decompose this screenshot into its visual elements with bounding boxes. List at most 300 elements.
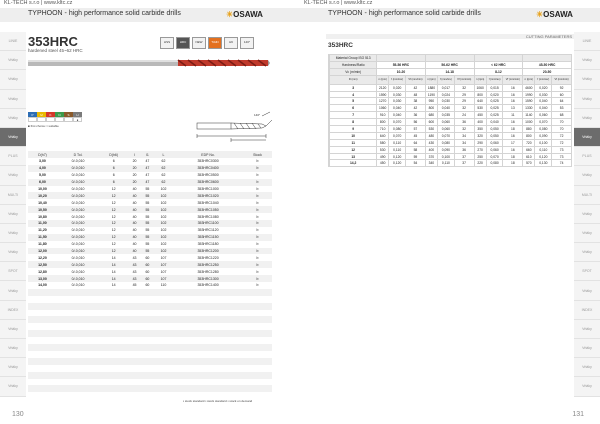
table-cell: 18 [503, 153, 523, 160]
table-cell [128, 351, 141, 358]
table-cell [57, 385, 99, 392]
table-row [329, 75, 572, 84]
table-cell: 353HRC1250 [173, 261, 243, 268]
catalog-title: TYPHOON - high performance solid carbide drills [328, 10, 481, 17]
drill-image [28, 58, 270, 68]
sidebar-tab[interactable]: Vrtáky [0, 224, 26, 243]
material-code: S [64, 112, 73, 117]
table-cell [99, 351, 128, 358]
table-cell: 102 [160, 214, 167, 219]
table-cell: 55-56 HRC [377, 61, 426, 68]
table-cell: 0,040 [535, 98, 552, 105]
table-cell: 0/-0,010 [57, 220, 99, 227]
table-cell: 42 [406, 84, 426, 91]
table-cell [28, 303, 57, 310]
product-title: 353HRC [28, 34, 78, 49]
table-cell [154, 323, 173, 330]
table-cell: 32 [454, 126, 474, 133]
table-cell: 910 [377, 112, 389, 119]
sidebar-tab[interactable]: Vrtáky [0, 166, 26, 185]
sidebar-tab[interactable]: LINIE [574, 32, 600, 51]
table-cell: 800 [425, 105, 437, 112]
table-cell [128, 303, 141, 310]
table-cell: 102 [160, 200, 167, 205]
sidebar-tab[interactable]: Vrtáky [574, 243, 600, 262]
table-cell: 490 [377, 153, 389, 160]
sidebar-tab[interactable]: Vrtáky [0, 70, 26, 89]
sidebar-tab[interactable]: MULTI [0, 186, 26, 205]
table-cell: 353HRC0400 [173, 165, 243, 172]
material-mark [37, 117, 46, 122]
table-cell: 0,110 [438, 160, 455, 167]
table-cell: 0,030 [389, 98, 406, 105]
table-row [28, 220, 272, 227]
table-row [28, 316, 272, 323]
table-cell: 14,00 [38, 283, 47, 288]
table-cell: 45-50 HRC [523, 61, 572, 68]
table-cell: 0/-0,010 [71, 159, 85, 164]
table-cell: 0/-0,010 [71, 173, 85, 178]
material-marks [28, 117, 82, 122]
column-header: f (mm/rev) [389, 75, 406, 84]
table-cell: 10,20 [28, 192, 57, 199]
sidebar-tab[interactable]: SPOT [574, 262, 600, 281]
table-cell: 0,025 [486, 112, 503, 119]
table-cell: 800 [523, 132, 535, 139]
table-cell [173, 385, 243, 392]
sidebar-tab[interactable]: Vrtáky [574, 377, 600, 396]
table-cell [128, 379, 141, 386]
sidebar-tab[interactable]: Vrtáky [574, 51, 600, 70]
sidebar-tab[interactable]: INDEX [574, 301, 600, 320]
table-cell [141, 289, 154, 296]
table-cell: 43 [128, 275, 141, 282]
sidebar-tab[interactable]: LINIE [0, 32, 26, 51]
table-cell: 45 [406, 132, 426, 139]
table-cell: 9 [330, 126, 377, 133]
table-cell [99, 385, 128, 392]
table-cell: 0/-0,010 [71, 228, 85, 233]
table-cell: 24 [454, 112, 474, 119]
table-cell: 710 [377, 126, 389, 133]
table-cell: b [256, 242, 259, 247]
table-cell: 70 [552, 119, 572, 126]
sidebar-tab[interactable]: Vrtáky [574, 339, 600, 358]
table-cell: 880 [523, 126, 535, 133]
table-cell: 107 [160, 255, 167, 260]
table-cell: 62 [161, 173, 166, 178]
column-header: f (mm/rev) [486, 75, 503, 84]
sidebar-tab[interactable]: Vrtáky [574, 281, 600, 300]
table-cell [154, 316, 173, 323]
table-row [329, 119, 572, 126]
table-cell: 10,80 [38, 214, 47, 219]
table-cell: 14 [111, 283, 116, 288]
material-code: H [73, 112, 82, 117]
column-header: n (rpm) [474, 75, 486, 84]
table-cell: 107 [154, 275, 173, 282]
table-cell: 5 [330, 98, 377, 105]
column-header: Vf (mm/min) [406, 75, 426, 84]
table-cell: 34 [454, 132, 474, 139]
table-cell: 47 [145, 173, 150, 178]
table-cell: 36 [454, 119, 474, 126]
table-cell: 16 [503, 91, 523, 98]
table-cell: 16 [503, 119, 523, 126]
sidebar-tab[interactable]: Vrtáky [0, 243, 26, 262]
table-cell: Hardness/Ratio [330, 61, 377, 68]
table-cell [57, 303, 99, 310]
sidebar-tab[interactable]: Vrtáky [574, 128, 600, 147]
table-cell [154, 330, 173, 337]
material-code: K [46, 112, 55, 117]
sidebar-tab[interactable]: Vrtáky [574, 70, 600, 89]
table-cell [57, 289, 99, 296]
page-number: 131 [572, 411, 584, 418]
sidebar-tab[interactable]: Vrtáky [574, 166, 600, 185]
table-cell [243, 379, 272, 386]
table-cell: 37 [454, 153, 474, 160]
table-cell [99, 372, 128, 379]
table-row [28, 365, 272, 372]
section-bar: CUTTING PARAMETERS [326, 34, 574, 39]
table-cell: 7 [330, 112, 377, 119]
table-cell: 0,120 [389, 153, 406, 160]
table-cell [243, 358, 272, 365]
table-cell: 0,060 [486, 146, 503, 153]
table-cell: 32 [454, 84, 474, 91]
table-cell: 10,50 [28, 206, 57, 213]
sidebar-tab[interactable]: Vrtáky [0, 377, 26, 396]
table-cell: 40 [128, 234, 141, 241]
table-cell: 353HRC1200 [173, 248, 243, 255]
table-cell: 353HRC1040 [197, 200, 219, 205]
table-cell: 12 [99, 192, 128, 199]
sidebar-tab[interactable]: Vrtáky [0, 90, 26, 109]
sidebar-right [574, 32, 600, 397]
table-cell [141, 365, 154, 372]
table-row [329, 126, 572, 133]
table-cell: 4 [330, 91, 377, 98]
table-cell: 0,060 [535, 112, 552, 119]
table-cell: 10,40 [38, 200, 47, 205]
table-cell [28, 358, 57, 365]
sidebar-tab[interactable]: INDEX [0, 301, 26, 320]
table-cell [243, 351, 272, 358]
table-cell: 12,50 [28, 261, 57, 268]
table-cell: 353HRC1300 [173, 275, 243, 282]
table-cell [154, 310, 173, 317]
table-cell: 55 [145, 187, 150, 191]
sidebar-tab[interactable]: Vrtáky [0, 281, 26, 300]
table-cell: 3,00 [39, 159, 46, 164]
table-cell: 40 [132, 214, 137, 219]
table-row [28, 385, 272, 392]
table-cell [154, 296, 173, 303]
sidebar-tab[interactable]: Vrtáky [574, 224, 600, 243]
table-cell: 38 [406, 98, 426, 105]
table-cell [28, 372, 57, 379]
svg-text:140°: 140° [254, 113, 261, 117]
table-cell: 16 [503, 98, 523, 105]
table-cell [128, 385, 141, 392]
table-cell [173, 344, 243, 351]
table-cell: b [243, 248, 272, 255]
sidebar-tab[interactable]: Vrtáky [574, 205, 600, 224]
table-cell [57, 323, 99, 330]
table-cell: 12 [330, 146, 377, 153]
table-cell [243, 296, 272, 303]
table-cell: 370 [425, 153, 437, 160]
table-cell [57, 344, 99, 351]
table-cell: 0/-0,010 [57, 275, 99, 282]
table-cell [173, 365, 243, 372]
table-cell: 600 [425, 119, 437, 126]
table-cell: 20 [132, 173, 137, 178]
table-cell: 950 [425, 98, 437, 105]
site-header: KL-TECH s.r.o | www.kltc.cz [4, 0, 73, 6]
sidebar-tab[interactable]: Vrtáky [0, 128, 26, 147]
table-cell: 55 [145, 242, 150, 247]
table-cell: 1990 [523, 91, 535, 98]
table-cell: 40 [132, 200, 137, 205]
table-cell: 11,00 [28, 220, 57, 227]
table-cell: 55 [141, 234, 154, 241]
table-cell [173, 310, 243, 317]
table-cell [99, 392, 128, 399]
table-cell [243, 289, 272, 296]
sidebar-tab[interactable]: Vrtáky [0, 320, 26, 339]
table-cell: 48 [406, 91, 426, 98]
table-cell [99, 379, 128, 386]
sidebar-tab[interactable]: Vrtáky [574, 90, 600, 109]
table-row [28, 227, 272, 234]
table-cell [243, 365, 272, 372]
table-cell: b [243, 261, 272, 268]
table-header: EDP No. [173, 151, 243, 158]
table-cell: 0,020 [389, 84, 406, 91]
table-cell [243, 372, 272, 379]
table-cell: 5,00 [39, 173, 46, 178]
table-cell [99, 344, 128, 351]
table-cell: 0,100 [438, 153, 455, 160]
sidebar-tab[interactable]: Vrtáky [0, 51, 26, 70]
table-cell [99, 358, 128, 365]
table-cell: 353HRC1120 [197, 228, 219, 233]
table-cell: 10 [330, 132, 377, 139]
table-cell: 350 [474, 126, 486, 133]
sidebar-tab[interactable]: Vrtáky [574, 109, 600, 128]
table-cell: 0,080 [486, 160, 503, 167]
sidebar-tab[interactable]: Vrtáky [0, 339, 26, 358]
table-cell: 59 [406, 153, 426, 160]
table-cell [28, 351, 57, 358]
table-cell: 0,040 [438, 105, 455, 112]
table-cell [243, 337, 272, 344]
table-cell: 43 [132, 255, 137, 260]
table-cell [154, 303, 173, 310]
feature-icon: TiAlN [208, 37, 222, 49]
material-legend: ■ first choice □ suitable [28, 124, 59, 128]
sidebar-tab[interactable]: SPOT [0, 262, 26, 281]
table-cell: 0,070 [535, 119, 552, 126]
table-cell: 353HRC1080 [197, 214, 219, 219]
table-cell: 353HRC1150 [173, 234, 243, 241]
table-cell: b [256, 228, 259, 233]
table-cell [154, 344, 173, 351]
table-cell [141, 385, 154, 392]
sidebar-tab[interactable]: Vrtáky [574, 358, 600, 377]
table-cell: 353HRC1280 [197, 269, 219, 274]
table-cell [57, 351, 99, 358]
table-cell: 0/-0,010 [57, 192, 99, 199]
table-cell: 6 [99, 165, 128, 172]
drill-schematic [194, 110, 274, 144]
table-cell: 1060 [377, 105, 389, 112]
table-cell: 640 [377, 132, 389, 139]
table-cell: 1060 [474, 84, 486, 91]
column-header: Vf (mm/min) [454, 75, 474, 84]
table-cell: 353HRC1100 [173, 220, 243, 227]
table-cell [154, 337, 173, 344]
title-bar [300, 8, 600, 22]
table-cell: 0,040 [535, 105, 552, 112]
column-header: Vf (mm/min) [552, 75, 572, 84]
table-cell: 34 [454, 139, 474, 146]
table-cell [154, 351, 173, 358]
table-header: D(h6) [99, 151, 128, 158]
sidebar-tab[interactable]: Vrtáky [0, 109, 26, 128]
table-cell [57, 372, 99, 379]
table-cell [141, 344, 154, 351]
table-cell [243, 385, 272, 392]
table-cell [57, 337, 99, 344]
table-cell: 10,00 [38, 187, 47, 191]
table-cell: 110 [160, 283, 167, 288]
sidebar-tab[interactable]: PLUS [0, 147, 26, 166]
table-cell [28, 310, 57, 317]
table-cell: 55 [145, 214, 150, 219]
table-cell: 16 [503, 84, 523, 91]
sidebar-tab[interactable]: Vrtáky [0, 205, 26, 224]
table-row [28, 268, 272, 275]
table-cell: 1590 [523, 98, 535, 105]
table-cell [57, 316, 99, 323]
table-cell: 56 [406, 119, 426, 126]
table-cell: 0,020 [535, 84, 552, 91]
osawa-logo: ☀OSAWA [536, 10, 573, 19]
table-cell: 353HRC1400 [197, 283, 219, 288]
table-cell [99, 365, 128, 372]
table-cell: 20-50 [523, 68, 572, 75]
table-cell [173, 323, 243, 330]
table-cell: 353HRC0600 [173, 179, 243, 186]
table-row [28, 165, 272, 172]
material-band [523, 55, 572, 62]
title-bar [0, 8, 300, 22]
table-header: D Tol. [57, 151, 99, 158]
table-header: Stock [243, 151, 272, 158]
table-cell: 220 [474, 160, 486, 167]
table-cell: 530 [474, 105, 486, 112]
material-mark [64, 117, 73, 122]
table-cell: 47 [141, 179, 154, 186]
table-cell: 0,130 [535, 160, 552, 167]
table-cell: 36 [406, 112, 426, 119]
table-cell: 68 [552, 112, 572, 119]
table-cell: 0/-0,010 [71, 187, 85, 191]
table-cell [57, 392, 99, 399]
feature-icon: 140° [240, 37, 254, 49]
table-cell: 570 [523, 160, 535, 167]
table-cell [243, 344, 272, 351]
table-cell: 70 [552, 126, 572, 133]
table-cell: 43 [132, 269, 137, 274]
sidebar-tab[interactable]: Vrtáky [0, 358, 26, 377]
table-cell: 0,040 [486, 119, 503, 126]
table-cell: b [243, 179, 272, 186]
table-cell: 12 [99, 220, 128, 227]
table-cell: 54 [406, 160, 426, 167]
column-header: n (rpm) [425, 75, 437, 84]
table-cell: 480 [425, 132, 437, 139]
table-cell: 0,070 [389, 132, 406, 139]
table-cell [154, 372, 173, 379]
table-cell: 43 [128, 261, 141, 268]
table-cell: 20 [128, 165, 141, 172]
table-cell [99, 316, 128, 323]
table-cell: 55 [145, 228, 150, 233]
table-cell [173, 303, 243, 310]
table-cell: b [256, 200, 259, 205]
table-cell: 74 [552, 160, 572, 167]
table-cell: b [243, 192, 272, 199]
table-cell [128, 365, 141, 372]
sidebar-tab[interactable]: PLUS [574, 147, 600, 166]
table-row [28, 289, 272, 296]
table-row [329, 146, 572, 153]
table-cell: 45 [132, 283, 137, 288]
sidebar-tab[interactable]: MULTI [574, 186, 600, 205]
table-cell: 680 [425, 112, 437, 119]
material-table [28, 112, 82, 122]
table-cell: 0,080 [438, 139, 455, 146]
table-cell: 800 [474, 91, 486, 98]
table-cell: 720 [523, 139, 535, 146]
table-cell: 0,040 [389, 105, 406, 112]
table-cell [128, 372, 141, 379]
table-cell: 0,015 [486, 84, 503, 91]
table-cell: 73 [552, 153, 572, 160]
table-cell: 250 [474, 153, 486, 160]
table-row [28, 379, 272, 386]
table-cell: 60 [141, 275, 154, 282]
table-cell: 1000 [523, 119, 535, 126]
table-cell: b [243, 220, 272, 227]
table-cell: 2120 [377, 84, 389, 91]
sidebar-tab[interactable]: Vrtáky [574, 320, 600, 339]
material-grid [28, 112, 82, 122]
table-cell [243, 303, 272, 310]
table-cell: 60 [552, 91, 572, 98]
table-cell: 12,20 [38, 255, 47, 260]
feature-icon: HRC [176, 37, 190, 49]
table-cell: 8-12 [474, 68, 523, 75]
table-cell: Vc (m/min) [330, 68, 377, 75]
table-cell: 0/-0,010 [57, 206, 99, 213]
table-cell: 1140 [523, 112, 535, 119]
table-cell: 60 [145, 269, 150, 274]
